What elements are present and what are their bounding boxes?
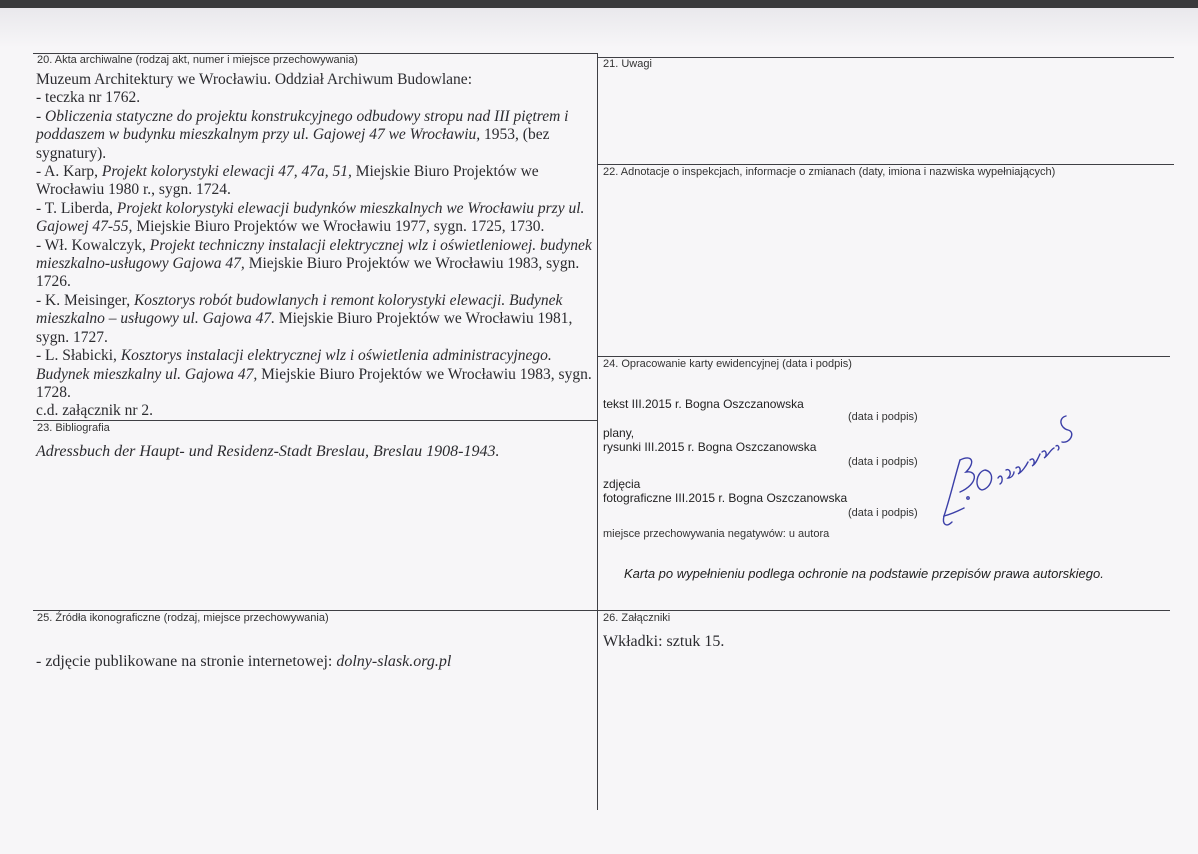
archive-institution: Muzeum Architektury we Wrocławiu. Oddział Archiwum Budowlane:	[36, 71, 472, 88]
entry-details: Miejskie Biuro Projektów we Wrocławiu 1981, sygn. 1727.	[36, 310, 573, 346]
negatives-location: miejsce przechowywania negatywów: u autora	[603, 528, 830, 540]
photos-line: zdjęcia	[603, 477, 641, 491]
entry-title: Kosztorys instalacji elektrycznej wlz i oświetlenia administracyjnego. Budynek mieszkalny ul. Gajowa 47,	[36, 347, 552, 383]
box22-label: 22. Adnotacje o inspekcjach, informacje o zmianach (daty, imiona i nazwiska wypełniających)	[603, 166, 1056, 178]
date-signature-caption: (data i podpis)	[848, 507, 918, 519]
entry-details: Miejskie Biuro Projektów we Wrocławiu 1980 r., sygn. 1724.	[36, 163, 539, 199]
box25-label: 25. Źródła ikonograficzne (rodzaj, miejsce przechowywania)	[37, 612, 329, 624]
entry-details: Miejskie Biuro Projektów we Wrocławiu 1983, sygn. 1728.	[36, 365, 592, 401]
archive-entry	[36, 163, 592, 200]
entry-author: - T. Liberda,	[36, 199, 117, 217]
entry-author: - Wł. Kowalczyk,	[36, 236, 150, 254]
entry-title: - Obliczenia statyczne do projektu konstrukcyjnego odbudowy stropu nad III piętrem i poddaszem w budynku mieszkalnym przy ul. Gajowej 47 we Wrocławiu,	[36, 107, 569, 144]
box21-label: 21. Uwagi	[603, 58, 652, 70]
archive-entry	[36, 108, 592, 163]
entry-author: - L. Słabicki,	[36, 347, 121, 365]
rule-box22-top	[598, 164, 1174, 165]
date-signature-caption: (data i podpis)	[848, 456, 918, 468]
plans-line: plany,	[603, 426, 635, 440]
entry-details: Miejskie Biuro Projektów we Wrocławiu 1983, sygn. 1726.	[36, 255, 580, 291]
entry-title: Kosztorys robót budowlanych i remont kolorystyki elewacji. Budynek mieszkalno – usługowy ul. Gajowa 47.	[36, 291, 563, 328]
entry-details: 1953, (bez sygnatury).	[36, 126, 550, 162]
source-description: - zdjęcie publikowane na stronie internetowej:	[36, 653, 337, 670]
box24-label: 24. Opracowanie karty ewidencyjnej (data i podpis)	[603, 358, 852, 370]
scan-top-edge	[0, 0, 1198, 8]
folder-number: - teczka nr 1762.	[36, 89, 141, 107]
attachments-count: Wkładki: sztuk 15.	[603, 633, 725, 650]
iconographic-source	[36, 653, 451, 671]
archive-entry	[36, 200, 592, 237]
drawings-author-line: rysunki III.2015 r. Bogna Oszczanowska	[603, 440, 817, 454]
bibliography-entry: Adressbuch der Haupt- und Residenz-Stadt Breslau, Breslau 1908-1943.	[36, 443, 500, 460]
source-website: dolny-slask.org.pl	[336, 653, 452, 670]
entry-details: Miejskie Biuro Projektów we Wrocławiu 1977, sygn. 1725, 1730.	[132, 218, 545, 236]
rule-box24-top	[598, 356, 1170, 357]
rule-top-right	[598, 57, 1174, 58]
scan-shadow	[0, 8, 1198, 48]
column-divider	[597, 53, 598, 810]
box20-label: 20. Akta archiwalne (rodzaj akt, numer i miejsce przechowywania)	[37, 54, 358, 66]
continuation-note: c.d. załącznik nr 2.	[36, 402, 154, 420]
entry-title: Projekt kolorystyki elewacji 47, 47a, 51,	[101, 163, 352, 181]
archival-records	[36, 71, 592, 421]
box23-label: 23. Bibliografia	[37, 422, 110, 434]
archive-entry	[36, 347, 592, 402]
copyright-notice: Karta po wypełnieniu podlega ochronie na podstawie przepisów prawa autorskiego.	[624, 566, 1104, 581]
rule-box25-top	[33, 610, 598, 611]
entry-title: Projekt techniczny instalacji elektrycznej wlz i oświetleniowej. budynek mieszkalno-usługowy Gajowa 47,	[36, 236, 592, 273]
archive-entry	[36, 237, 592, 292]
box26-label: 26. Załączniki	[603, 612, 671, 624]
entry-title: Projekt kolorystyki elewacji budynków mieszkalnych we Wrocławiu przy ul. Gajowej 47-55,	[36, 199, 585, 236]
rule-box26-top	[598, 610, 1170, 611]
handwritten-signature	[930, 388, 1080, 538]
archive-entry	[36, 292, 592, 347]
text-author-line: tekst III.2015 r. Bogna Oszczanowska	[603, 397, 804, 411]
entry-author: - K. Meisinger,	[36, 291, 134, 309]
date-signature-caption: (data i podpis)	[848, 411, 918, 423]
photos-author-line: fotograficzne III.2015 r. Bogna Oszczanowska	[603, 491, 848, 505]
entry-author: - A. Karp,	[36, 163, 102, 181]
